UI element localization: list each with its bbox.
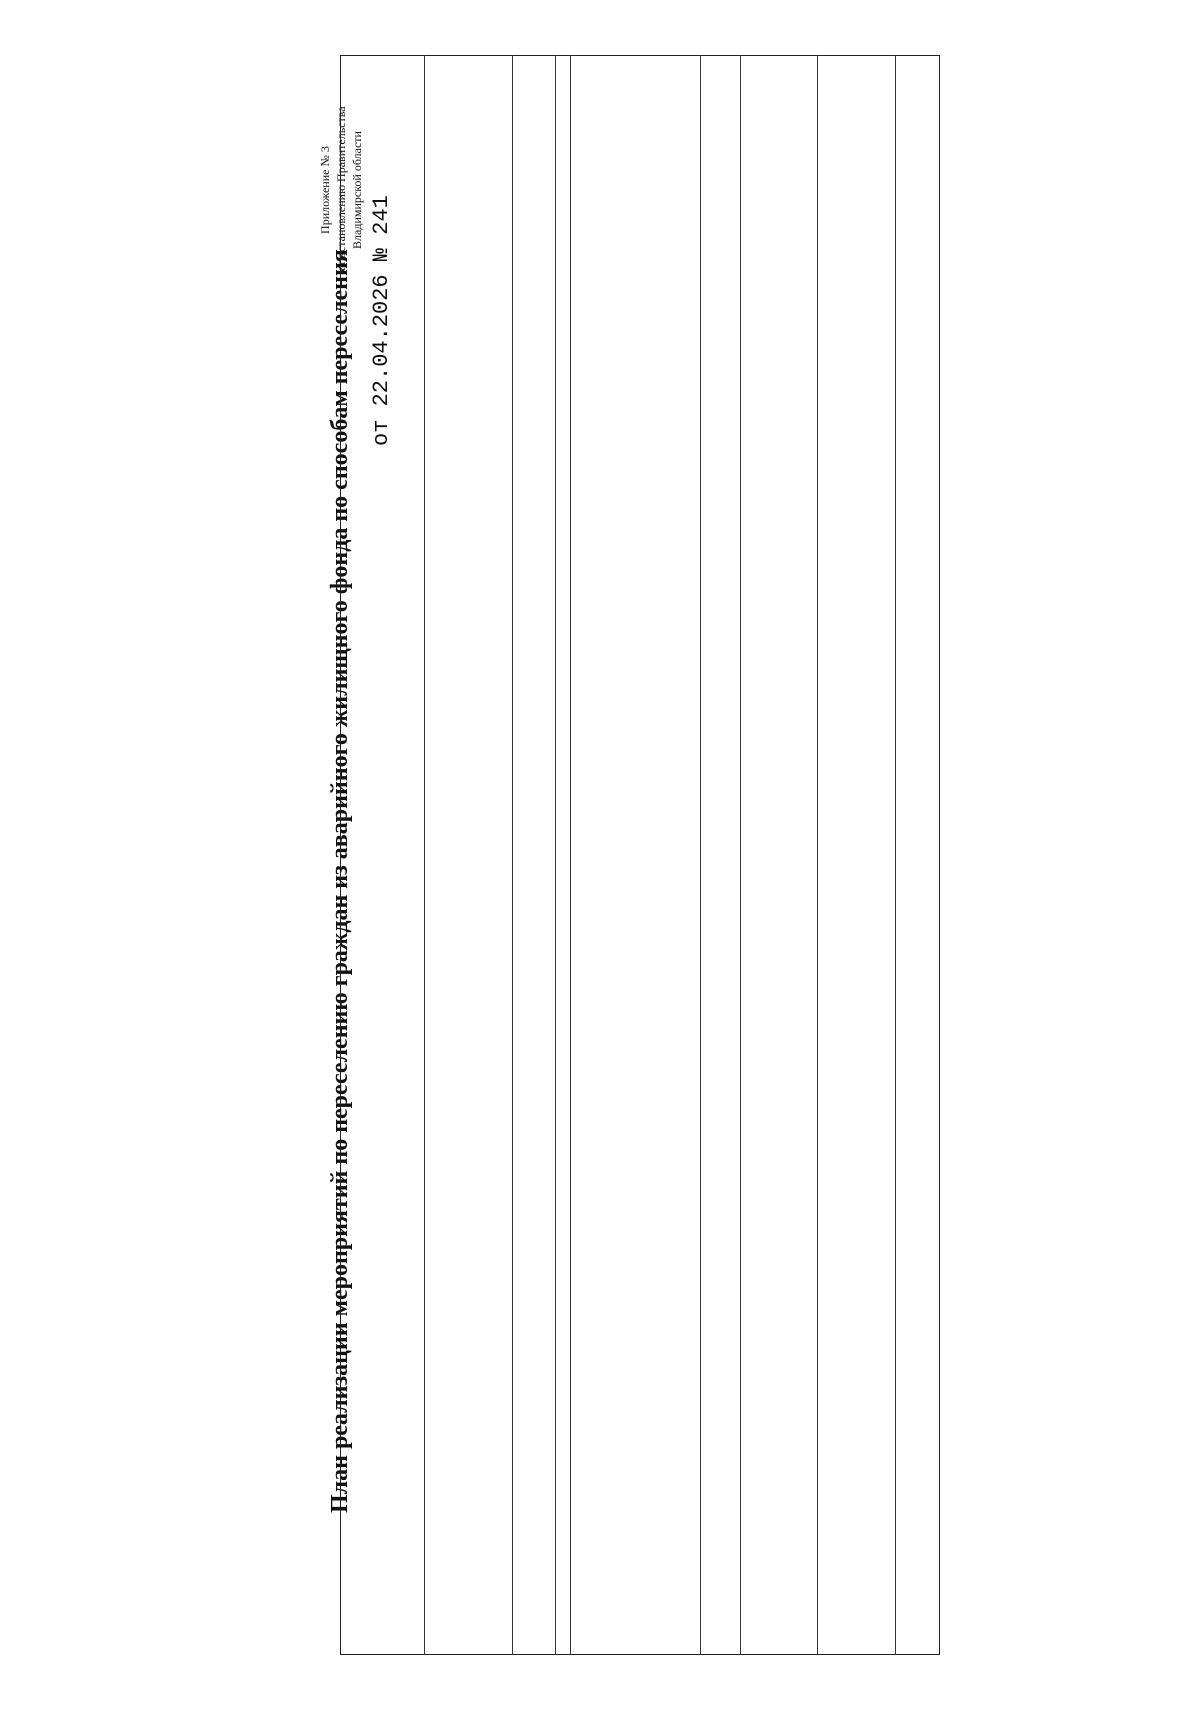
table-divider [424, 55, 425, 1655]
table-divider [700, 55, 701, 1655]
document-date: от 22.04.2026 № 241 [369, 195, 394, 446]
appendix-line: Владимирской области [350, 131, 364, 249]
document-title: План реализации мероприятий по переселению граждан из аварийного жилищного фонда по способам переселения [327, 249, 353, 1513]
appendix-line: Приложение № 3 [318, 146, 332, 234]
resettlement-table [340, 55, 940, 1655]
table-divider [512, 55, 513, 1655]
table-divider [570, 55, 571, 1655]
appendix-line: к постановлению Правительства [334, 106, 348, 274]
table-divider [895, 55, 896, 1655]
table-frame [340, 55, 940, 1655]
table-divider [740, 55, 741, 1655]
table-divider [817, 55, 818, 1655]
table-divider [555, 55, 556, 1655]
